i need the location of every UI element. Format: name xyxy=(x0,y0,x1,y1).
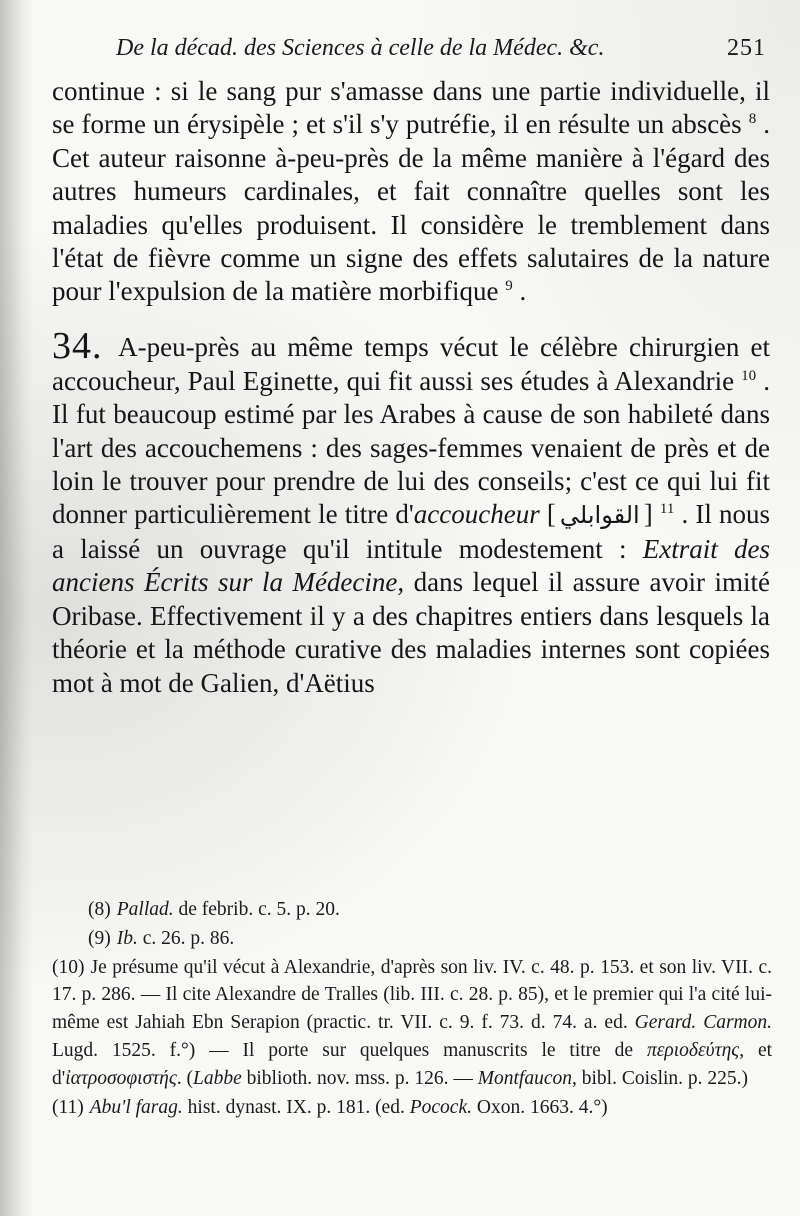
main-text xyxy=(52,75,770,700)
paragraph-1-text-1: continue : si le sang pur s'amasse dans une partie individuelle, il se forme un érysipèle ; et s'il s'y putréfie, il en résulte un abscès xyxy=(52,76,770,140)
paragraph-2-text-3: . Il nous a laissé un ouvrage qu'il intitule modestement : xyxy=(52,499,771,564)
footnote-10-text-4: . ( xyxy=(176,1067,194,1089)
footnote-8 xyxy=(52,896,772,924)
footnote-10-italic-1: Gerard. Carmon. xyxy=(634,1012,773,1034)
footnote-8-text: de febrib. c. 5. p. 20. xyxy=(178,899,340,920)
gutter-shadow xyxy=(0,0,34,1216)
paragraph-1-text-2: . Cet auteur raisonne à-peu-près de la même manière à l'égard des autres humeurs cardinales, et fait connaître quelles sont les maladies qu'elles produisent. Il considère le tremblement dans l'état de fièvre comme un signe des effets salutaires de la nature pour l'expulsion de la matière morbifique xyxy=(52,109,770,307)
bracket-close: ] xyxy=(643,499,653,530)
footnotes xyxy=(52,896,772,1121)
footnote-ref-8: 8 xyxy=(748,111,757,128)
footnote-9-italic: Ib. xyxy=(116,927,138,949)
page-number: 251 xyxy=(727,35,766,61)
paragraph-2 xyxy=(52,324,771,700)
paragraph-2-text-2: . Il fut beaucoup estimé par les Arabes à cause de son habileté dans l'art des accouchemens : des sages-femmes venaient de près et de loin le trouver pour prendre de lui des conseils; c'est ce qui lui fit donner particulièrement le titre d' xyxy=(52,365,770,530)
accoucheur-term: accoucheur xyxy=(413,499,540,530)
running-title: De la décad. des Sciences à celle de la Médec. &c. xyxy=(116,35,605,61)
footnote-11-label: (11) xyxy=(52,1096,84,1118)
footnote-11-italic-1: Abu'l farag. xyxy=(89,1096,183,1118)
footnote-10-greek-1: περιοδεύτης xyxy=(646,1039,740,1061)
footnote-ref-11: 11 xyxy=(659,501,675,518)
footnote-8-italic: Pallad. xyxy=(116,899,174,920)
footnote-10-text-6: , bibl. Coislin. p. 225.) xyxy=(572,1067,749,1089)
footnote-10 xyxy=(52,954,772,1093)
paragraph-1 xyxy=(52,75,770,309)
footnote-10-text-1: Je présume qu'il vécut à Alexandrie, d'après son liv. IV. c. 48. p. 153. et son liv. VII. c. 17. p. 286. — Il cite Alexandre de Tralles (lib. III. c. 28. p. 85), et le premier qui l'a cité lui-même est Jahiah Ebn Serapion (practic. tr. VII. c. 9. f. 73. d. 74. a. ed. xyxy=(52,956,772,1034)
footnote-10-label: (10) xyxy=(52,956,85,978)
footnote-9-text: c. 26. p. 86. xyxy=(142,927,235,949)
footnote-9 xyxy=(52,925,772,953)
paragraph-2-text-4: dans lequel il assure avoir imité Oribase. Effectivement il y a des chapitres entiers dans lesquels la théorie et la méthode curative des maladies internes sont copiées mot à mot de Galien, d'Aëtius xyxy=(52,567,771,698)
footnote-10-italic-3: Montfaucon xyxy=(477,1067,572,1089)
footnote-11-italic-2: Pocock. xyxy=(409,1096,472,1118)
arabic-term: القوابلي xyxy=(559,501,640,530)
footnote-10-text-5: biblioth. nov. mss. p. 126. — xyxy=(246,1067,473,1089)
paragraph-1-text-3: . xyxy=(519,276,527,307)
footnote-ref-10: 10 xyxy=(741,367,757,384)
footnote-10-italic-2: Labbe xyxy=(193,1067,242,1089)
footnote-11 xyxy=(52,1094,772,1122)
footnote-10-text-3: , et d' xyxy=(52,1039,773,1089)
footnote-11-text-1: hist. dynast. IX. p. 181. (ed. xyxy=(187,1096,405,1118)
book-title: Extrait des anciens Écrits sur la Médecine, xyxy=(52,533,770,598)
paragraph-2-text-1: A-peu-près au même temps vécut le célèbre chirurgien et accoucheur, Paul Eginette, qui fit aussi ses études à Alexandrie xyxy=(52,331,770,396)
footnote-10-greek-2: ἰατροσοφιστής xyxy=(65,1067,177,1089)
footnote-10-text-2: Lugd. 1525. f.°) — Il porte sur quelques manuscrits le titre de xyxy=(52,1039,634,1061)
section-number: 34. xyxy=(52,324,103,367)
footnote-9-label: (9) xyxy=(88,927,111,949)
footnote-ref-9: 9 xyxy=(505,278,513,295)
bracket-open: [ xyxy=(546,499,556,530)
footnote-8-label: (8) xyxy=(88,899,111,920)
running-header xyxy=(116,34,766,62)
footnote-11-text-2: Oxon. 1663. 4.°) xyxy=(476,1096,608,1118)
